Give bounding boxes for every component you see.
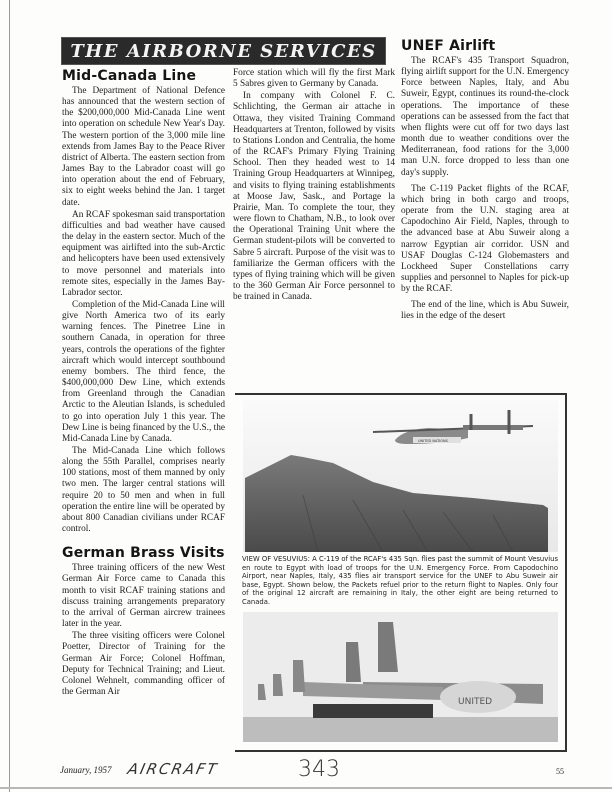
photo-caption: VIEW OF VESUVIUS: A C-119 of the RCAF's 435 Sqn. flies past the summit of Mount Vesuvius en route to Egypt with load of troops for the U.N. Emergency Force. From Capodochino Airport, near Naples, Italy, 435 flies air transport service for the UNEF to Abu Suweir air base, Egypt. Shown below, the Packets refuel prior to the return flight to Naples. Only four of the original 12 aircraft are remaining in Italy, the other eight are being returned to Canada. <box>242 555 558 606</box>
photo-packets-refuel <box>243 612 558 742</box>
page-number: 55 <box>556 767 564 776</box>
section-banner <box>61 37 386 65</box>
paragraph: The three visiting officers were Colonel Poetter, Director of Training for the German Air Force; Colonel Hoffman, Deputy for Technical Training; and Lieut. Colonel Wehnelt, commanding officer of the German Air <box>62 631 225 697</box>
paragraph: The C-119 Packet flights of the RCAF, which bring in both cargo and troops, operate from the U.N. staging area at Capodochino Air Field, Naples, through to the advanced base at Abu Suweir along a narrow Egyptian air corridor. USN and USAF Douglas C-124 Globemasters and Lockheed Super Constellations carry supplies and personnel to Naples for pick-up by the RCAF. <box>401 183 569 295</box>
page-edge <box>9 0 10 792</box>
article-heading-german-brass-visits: German Brass Visits <box>62 545 225 562</box>
paragraph: The RCAF's 435 Transport Squadron, flying airlift support for the U.N. Emergency Force between Naples, Italy, and Abu Suweir, Egypt, continues its round-the-clock operations. The importance of these operations can be assessed from the fact that when flights were cut off for two days last month due to weather conditions over the Mediterranean, food rations for the 3,000 man U.N. force dropped to less than one day's supply. <box>401 56 569 178</box>
issue-date: January, 1957 <box>60 765 112 775</box>
paragraph: The Mid-Canada Line which follows along the 55th Parallel, comprises nearly 100 stations, most of them manned by only two men. The larger central stations will require 20 to 50 men and when in full operation the entire line will be operated by about 800 Canadian civilians under RCAF control. <box>62 446 225 535</box>
paragraph: In company with Colonel F. C. Schlichting, the German air attache in Ottawa, they visited Training Command Headquarters at Trenton, followed by visits to Stations London and Centralia, the home of the RCAF's Primary Flying Training School. Then they headed west to 14 Training Group Headquarters at Winnipeg, and visits to flying training establishments at Moose Jaw, Sask., and Portage la Prairie, Man. To complete the tour, they were flown to Chatham, N.B., to look over the Operational Training Unit where the German student-pilots will be converted to Sabre 5 aircraft. Purpose of the visit was to familiarize the German officers with the types of flying training which will be given to the 360 German Air Force personnel to be trained in Canada. <box>233 91 395 303</box>
banner-title: THE AIRBORNE SERVICES <box>70 40 377 62</box>
paragraph: Force station which will fly the first Mark 5 Sabres given to Germany by Canada. <box>233 68 395 90</box>
column-1 <box>62 68 225 698</box>
troops <box>313 704 433 718</box>
paragraph: Three training officers of the new West German Air Force came to Canada this month to visit RCAF training stations and discuss training arrangements preparatory to the arrival of German aircrew trainees later in the year. <box>62 563 225 630</box>
paragraph: An RCAF spokesman said transportation difficulties and bad weather have caused the delay in the eastern sector. Much of the equipment was airlifted into the sub-Arctic and helicopters have been used extensively to move personnel and materials into remote sites, especially in the James Bay-Labrador sector. <box>62 209 225 298</box>
column-3 <box>401 38 569 323</box>
handwritten-number: 343 <box>298 757 340 782</box>
aircraft-marking: UNITED NATIONS <box>418 439 448 443</box>
article-heading-unef-airlift: UNEF Airlift <box>401 38 496 54</box>
article-heading-mid-canada-line: Mid-Canada Line <box>62 68 197 84</box>
paragraph: Completion of the Mid-Canada Line will give North America two of its early warning fences. The Pinetree Line in southern Canada, in operation for three years, controls the operations of the fighter aircraft which would intercept southbound enemy bombers. The third fence, the $400,000,000 Dew Line, which extends from Greenland through the Canadian Arctic to the Aleutian Islands, is scheduled to go into operation July 1 this year. The Dew Line is being financed by the U.S., the Mid-Canada Line by Canada. <box>62 299 225 444</box>
column-2 <box>233 68 395 303</box>
page-edge-bottom <box>0 787 612 789</box>
paragraph: The end of the line, which is Abu Suweir, lies in the edge of the desert <box>401 300 569 322</box>
handwritten-title: AIRCRAFT <box>126 760 220 778</box>
paragraph: The Department of National Defence has announced that the western section of the $200,000,000 Mid-Canada Line went into operation on schedule New Year's Day. The western portion of the 3,000 mile line extends from James Bay to the Peace River district of Alberta. The eastern section from James Bay to the Labrador coast will go into operation about the end of February, six to eight weeks behind the Jan. 1 target date. <box>62 86 225 208</box>
photo-vesuvius-aircraft <box>243 400 558 552</box>
aircraft-marking: UNITED <box>458 697 493 707</box>
